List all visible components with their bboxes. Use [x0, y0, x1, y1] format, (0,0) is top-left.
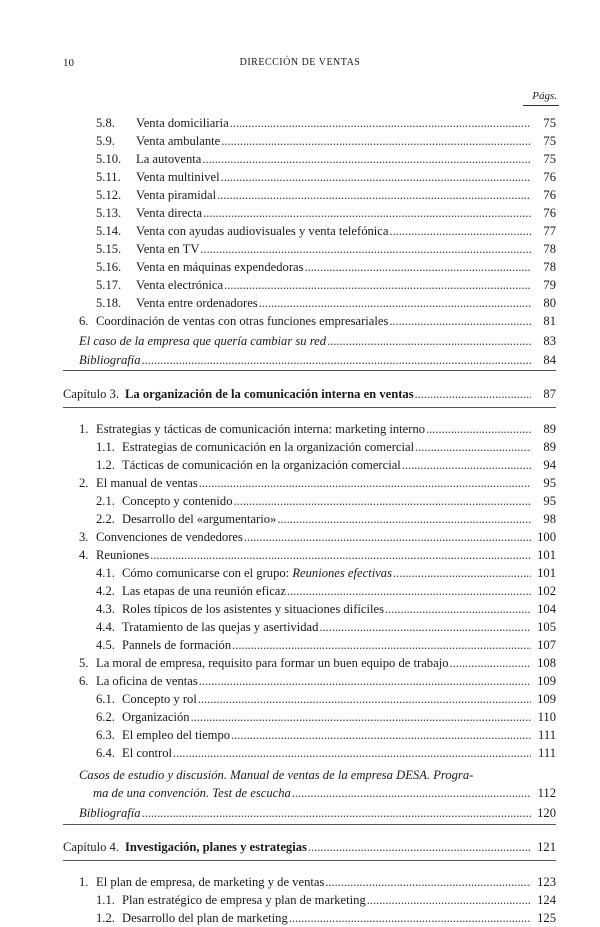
toc-entry-number: 6.: [79, 674, 89, 688]
toc-entry-text: Venta con ayudas audiovisuales y venta telefónica: [136, 224, 389, 238]
dot-leader: [203, 205, 531, 222]
dot-leader: [389, 313, 531, 330]
dot-leader: [319, 619, 531, 636]
toc-entry: [93, 785, 556, 802]
pags-label: Págs.: [532, 90, 557, 102]
toc-entry: [96, 259, 556, 276]
toc-entry-text: Venta directa: [136, 206, 203, 220]
toc-entry-text: Roles típicos de los asistentes y situaciones difíciles: [122, 602, 384, 616]
toc-entry-page: 89: [543, 440, 556, 454]
toc-entry: [79, 874, 556, 891]
toc-entry-page: 108: [537, 656, 556, 670]
dot-leader: [232, 637, 531, 654]
toc-entry-page: 95: [543, 476, 556, 490]
toc-entry: [79, 655, 556, 672]
toc-entry-text: Investigación, planes y estrategias: [125, 840, 307, 854]
toc-entry-page: 81: [543, 314, 556, 328]
toc-entry: [79, 673, 556, 690]
toc-entry: [79, 313, 556, 330]
toc-entry-text: Cómo comunicarse con el grupo:: [122, 566, 293, 580]
toc-entry-number: 4.: [79, 548, 89, 562]
toc-entry-number: 2.2.: [96, 512, 115, 526]
toc-entry-number: 1.: [79, 422, 89, 436]
dot-leader: [287, 583, 531, 600]
toc-entry-page: 83: [543, 334, 556, 348]
toc-entry: [96, 187, 556, 204]
toc-entry-page: 75: [543, 116, 556, 130]
dot-leader: [305, 259, 531, 276]
toc-entry-page: 105: [537, 620, 556, 634]
toc-entry-page: 120: [537, 806, 556, 820]
toc-entry: [96, 637, 556, 654]
toc-entry: [96, 133, 556, 150]
toc-entry: [96, 691, 556, 708]
toc-entry: [96, 727, 556, 744]
dot-leader: [415, 439, 531, 456]
dot-leader: [325, 874, 531, 891]
dot-leader: [308, 839, 531, 856]
chapter-heading: [63, 386, 556, 403]
toc-entry-text: El manual de ventas: [96, 476, 198, 490]
toc-entry-page: 112: [537, 786, 556, 800]
toc-entry: [96, 295, 556, 312]
toc-entry: [79, 547, 556, 564]
toc-entry: [96, 241, 556, 258]
toc-entry: [96, 619, 556, 636]
toc-entry-number: 4.4.: [96, 620, 115, 634]
toc-entry-number: 2.1.: [96, 494, 115, 508]
toc-entry-number: 2.: [79, 476, 89, 490]
toc-entry-number: 1.2.: [96, 911, 115, 925]
toc-entry-text: El caso de la empresa que quería cambiar su red: [79, 334, 327, 348]
toc-entry: [96, 892, 556, 909]
toc-entry-number: 4.3.: [96, 602, 115, 616]
toc-entry-number: 1.1.: [96, 893, 115, 907]
chapter-heading: [63, 839, 556, 856]
dot-leader: [234, 493, 531, 510]
dot-leader: [289, 910, 531, 927]
toc-entry-page: 94: [543, 458, 556, 472]
toc-entry-page: 89: [543, 422, 556, 436]
toc-entry: [96, 277, 556, 294]
dot-leader: [415, 386, 531, 403]
toc-entry-text: Concepto y contenido: [122, 494, 233, 508]
section-rule: [63, 860, 556, 861]
toc-entry-number: 1.1.: [96, 440, 115, 454]
dot-leader: [200, 241, 531, 258]
toc-entry-number: 5.18.: [96, 296, 122, 310]
toc-entry-number: 4.1.: [96, 566, 115, 580]
toc-entry-text: Convenciones de vendedores: [96, 530, 243, 544]
toc-entry-page: 78: [543, 260, 556, 274]
toc-entry: [96, 910, 556, 927]
toc-entry: [96, 115, 556, 132]
toc-entry-number: 5.17.: [96, 278, 122, 292]
dot-leader: [199, 475, 531, 492]
toc-entry-page: 87: [543, 387, 556, 401]
toc-entry-number: 5.: [79, 656, 89, 670]
toc-entry-page: 125: [537, 911, 556, 925]
toc-entry-text: El control: [122, 746, 173, 760]
toc-entry-text: Desarrollo del «argumentario»: [122, 512, 277, 526]
toc-entry-text-italic: Reuniones efectivas: [292, 566, 392, 580]
dot-leader: [142, 352, 531, 369]
toc-entry-text: Reuniones: [96, 548, 150, 562]
toc-entry-number: 6.: [79, 314, 89, 328]
toc-entry-text: Tratamiento de las quejas y asertividad: [122, 620, 319, 634]
toc-entry-page: 102: [537, 584, 556, 598]
toc-entry-page: 111: [538, 746, 556, 760]
running-head: DIRECCIÓN DE VENTAS: [239, 57, 361, 68]
dot-leader: [191, 709, 531, 726]
toc-entry-number: 5.8.: [96, 116, 115, 130]
toc-entry-text: Venta en máquinas expendedoras: [136, 260, 304, 274]
toc-entry-number: Capítulo 3.: [63, 387, 119, 401]
toc-entry-number: 5.11.: [96, 170, 121, 184]
toc-entry-text: El empleo del tiempo: [122, 728, 231, 742]
toc-entry-page: 98: [543, 512, 556, 526]
dot-leader: [230, 115, 531, 132]
dot-leader: [202, 151, 531, 168]
toc-entry-text: ma de una convención. Test de escucha: [93, 786, 291, 800]
toc-entry-text: Coordinación de ventas con otras funciones empresariales: [96, 314, 389, 328]
toc-entry-page: 101: [537, 548, 556, 562]
toc-entry-number: 4.5.: [96, 638, 115, 652]
dot-leader: [450, 655, 532, 672]
toc-entry-page: 80: [543, 296, 556, 310]
toc-entry: [79, 529, 556, 546]
toc-entry-text: Venta ambulante: [136, 134, 221, 148]
dot-leader: [426, 421, 531, 438]
toc-entry-page: 79: [543, 278, 556, 292]
toc-entry: [96, 565, 556, 582]
toc-entry-text: Estrategias y tácticas de comunicación interna: marketing interno: [96, 422, 426, 436]
toc-entry-text: Pannels de formación: [122, 638, 232, 652]
toc-entry: [96, 601, 556, 618]
toc-entry-page: 109: [537, 692, 556, 706]
toc-entry: [79, 805, 556, 822]
toc-entry-text: Bibliografía: [79, 353, 141, 367]
toc-entry-text: Desarrollo del plan de marketing: [122, 911, 288, 925]
toc-entry-number: 5.10.: [96, 152, 122, 166]
dot-leader: [221, 133, 531, 150]
dot-leader: [327, 333, 531, 350]
toc-entry-page: 76: [543, 206, 556, 220]
toc-entry-number: 1.2.: [96, 458, 115, 472]
dot-leader: [277, 511, 531, 528]
toc-entry-page: 111: [538, 728, 556, 742]
dot-leader: [142, 805, 531, 822]
dot-leader: [199, 673, 531, 690]
toc-entry-page: 78: [543, 242, 556, 256]
dot-leader: [224, 277, 531, 294]
dot-leader: [389, 223, 531, 240]
toc-entry-number: 6.1.: [96, 692, 115, 706]
page-number: 10: [63, 57, 74, 69]
toc-entry-text: Venta entre ordenadores: [136, 296, 258, 310]
toc-entry-text: Organización: [122, 710, 190, 724]
dot-leader: [259, 295, 531, 312]
toc-entry-number: Capítulo 4.: [63, 840, 119, 854]
toc-entry-page: 104: [537, 602, 556, 616]
dot-leader: [173, 745, 531, 762]
toc-entry-page: 75: [543, 134, 556, 148]
toc-entry: [96, 169, 556, 186]
dot-leader: [292, 785, 531, 802]
toc-entry: [96, 439, 556, 456]
dot-leader: [385, 601, 531, 618]
dot-leader: [221, 169, 531, 186]
toc-entry-page: 76: [543, 170, 556, 184]
toc-entry-page: 77: [543, 224, 556, 238]
toc-entry-page: 76: [543, 188, 556, 202]
toc-entry: [79, 352, 556, 369]
toc-entry-page: 121: [537, 840, 556, 854]
toc-entry-text: Tácticas de comunicación en la organización comercial: [122, 458, 401, 472]
toc-entry-number: 5.9.: [96, 134, 115, 148]
toc-entry: [96, 745, 556, 762]
dot-leader: [150, 547, 531, 564]
toc-entry: [79, 333, 556, 350]
toc-entry-page: 124: [537, 893, 556, 907]
dot-leader: [217, 187, 531, 204]
dot-leader: [244, 529, 531, 546]
toc-entry-text: La oficina de ventas: [96, 674, 198, 688]
dot-leader: [231, 727, 531, 744]
toc-entry-text: Venta en TV: [136, 242, 200, 256]
toc-entry-page: 75: [543, 152, 556, 166]
toc-entry-number: 3.: [79, 530, 89, 544]
toc-entry-number: 6.2.: [96, 710, 115, 724]
toc-entry-text: Plan estratégico de empresa y plan de marketing: [122, 893, 366, 907]
toc-entry-page: 109: [537, 674, 556, 688]
toc-entry-text: La autoventa: [136, 152, 202, 166]
toc-entry-text: Estrategias de comunicación en la organización comercial: [122, 440, 415, 454]
toc-entry: [96, 493, 556, 510]
toc-entry: [79, 475, 556, 492]
toc-entry-number: 6.3.: [96, 728, 115, 742]
toc-entry-page: 110: [537, 710, 556, 724]
toc-entry-number: 6.4.: [96, 746, 115, 760]
section-rule: [63, 407, 556, 408]
toc-entry: [96, 457, 556, 474]
toc-entry-number: 1.: [79, 875, 89, 889]
toc-entry-text: Casos de estudio y discusión. Manual de ventas de la empresa DESA. Progra-: [79, 768, 474, 782]
toc-entry-number: 4.2.: [96, 584, 115, 598]
toc-entry: [96, 583, 556, 600]
toc-entry-text: El plan de empresa, de marketing y de ventas: [96, 875, 325, 889]
toc-entry-page: 107: [537, 638, 556, 652]
toc-entry: [96, 205, 556, 222]
toc-entry-text: La organización de la comunicación interna en ventas: [125, 387, 414, 401]
toc-entry-text: Bibliografía: [79, 806, 141, 820]
toc-entry-number: 5.15.: [96, 242, 122, 256]
toc-entry-page: 101: [537, 566, 556, 580]
toc-entry-text: Las etapas de una reunión eficaz: [122, 584, 286, 598]
toc-entry-text: La moral de empresa, requisito para formar un buen equipo de trabajo: [96, 656, 449, 670]
toc-entry-number: 5.16.: [96, 260, 122, 274]
toc-entry-text: Venta multinivel: [136, 170, 220, 184]
toc-entry: [79, 421, 556, 438]
pags-underline: [523, 105, 559, 106]
dot-leader: [402, 457, 531, 474]
section-rule: [63, 824, 556, 825]
section-rule: [63, 370, 556, 371]
toc-entry-text: Venta domiciliaria: [136, 116, 229, 130]
dot-leader: [198, 691, 531, 708]
toc-entry-text: Venta electrónica: [136, 278, 224, 292]
toc-entry-text: Venta piramidal: [136, 188, 217, 202]
toc-entry-page: 100: [537, 530, 556, 544]
toc-entry: [96, 151, 556, 168]
toc-entry: [96, 223, 556, 240]
toc-entry-number: 5.13.: [96, 206, 122, 220]
dot-leader: [367, 892, 531, 909]
toc-entry-number: 5.12.: [96, 188, 122, 202]
toc-entry-number: 5.14.: [96, 224, 122, 238]
toc-entry-page: 84: [543, 353, 556, 367]
toc-entry: [96, 511, 556, 528]
toc-entry-page: 95: [543, 494, 556, 508]
dot-leader: [393, 565, 531, 582]
toc-entry-page: 123: [537, 875, 556, 889]
toc-entry: [96, 709, 556, 726]
toc-entry-text: Concepto y rol: [122, 692, 197, 706]
